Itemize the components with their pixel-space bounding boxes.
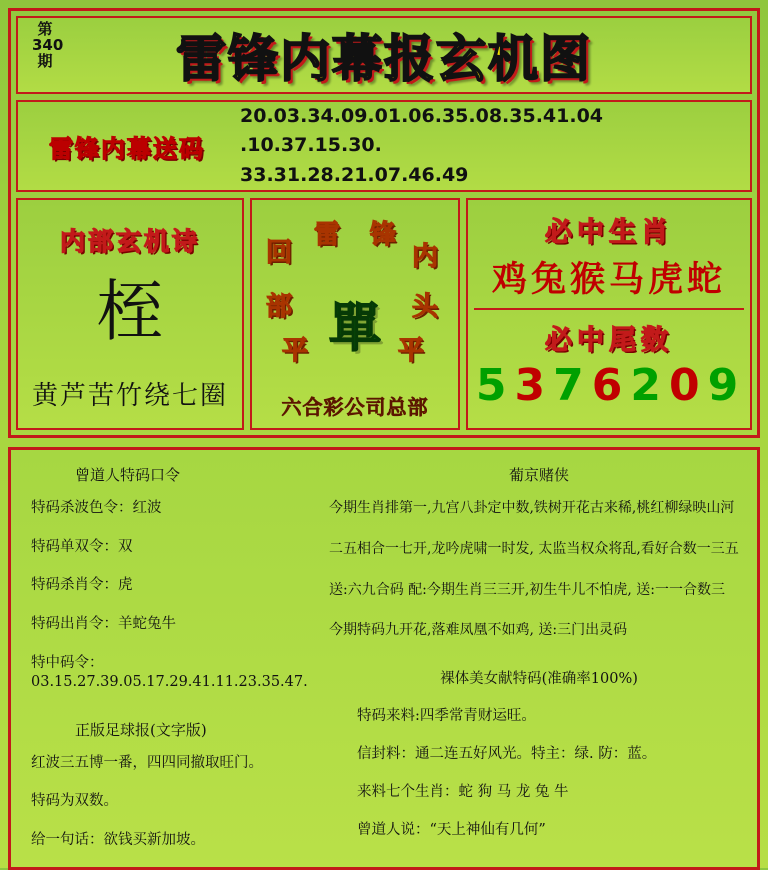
ring-char-7: 平 <box>398 336 425 367</box>
right-line-1: 二五相合一七开,龙吟虎啸一时发, 太监当权众将乱,看好合数一三五 <box>329 540 739 557</box>
panel-center-footer: 六合彩公司总部 <box>281 395 429 420</box>
panel-left-arc-text: 内部玄机诗 <box>59 227 200 257</box>
ring-char-3: 内 <box>412 242 439 273</box>
right-line2-0: 特码来料:四季常青财运旺。 <box>357 707 536 724</box>
right-line2-3: 曾道人说：“天上神仙有几何” <box>357 821 546 838</box>
middle-panels <box>16 198 752 430</box>
bottom-left-column <box>19 460 319 857</box>
numbers-row-values <box>236 102 750 190</box>
right-line2-1: 信封料：通二连五好风光。特主：绿. 防：蓝。 <box>357 745 657 762</box>
right-line-0: 今期生肖排第一,九宫八卦定中数,铁树开花古来稀,桃红柳绿映山河 <box>329 500 735 517</box>
ring-char-1: 雷 <box>314 220 341 251</box>
left-sub-heading: 正版足球报(文字版) <box>75 720 207 739</box>
right-heading-2: 裸体美女献特码(准确率100%) <box>440 670 638 687</box>
numbers-line-1: 20.03.34.09.01.06.35.08.35.41.04 .10.37.15.30. <box>240 105 604 157</box>
tail-digit-6: 9 <box>707 360 743 412</box>
left-line-0: 特码杀波色令：红波 <box>31 500 162 517</box>
left-heading: 曾道人特码口令 <box>75 466 181 485</box>
right-line-2: 送:六九合码 配:今期生肖三三开,初生牛儿不怕虎, 送:一一合数三 <box>329 581 725 598</box>
panel-left-phrase: 黄芦苦竹绕七圈 <box>31 381 228 412</box>
panel-inner-riddle <box>16 198 244 430</box>
title-bar <box>16 16 752 94</box>
tail-digit-1: 3 <box>514 360 550 412</box>
panel-left-big-char: 桎 <box>97 273 163 351</box>
tail-digit-4: 2 <box>630 360 665 412</box>
tails-title: 必中尾数 <box>545 325 673 357</box>
numbers-row-label: 雷锋内幕送码 <box>49 134 205 163</box>
ring-char-6: 平 <box>282 336 309 367</box>
ring-char-4: 部 <box>266 292 293 323</box>
left-line-1: 特码单双令：双 <box>31 538 133 555</box>
tail-digit-3: 6 <box>591 360 627 412</box>
right-line2-2: 来料七个生肖：蛇 狗 马 龙 兔 牛 <box>357 783 569 800</box>
bottom-right-column <box>319 460 749 857</box>
tail-digit-0: 5 <box>475 360 511 412</box>
numbers-line-2: 33.31.28.21.07.46.49 <box>240 163 469 186</box>
left-line-2: 特码杀肖令：虎 <box>31 577 133 594</box>
ring-char-2: 锋 <box>370 220 397 251</box>
left-sub-line-1: 特码为双数。 <box>31 793 118 810</box>
page-title: 雷锋内幕报玄机图 <box>176 30 592 88</box>
top-block <box>8 8 760 438</box>
panel-company-seal <box>250 198 460 430</box>
right-heading: 葡京赌侠 <box>508 466 569 485</box>
right-line-3: 今期特码九开花,落难凤凰不如鸡, 送:三门出灵码 <box>329 622 628 639</box>
panel-divider <box>474 308 744 310</box>
left-sub-line-2: 给一句话：欲钱买新加坡。 <box>31 831 205 848</box>
tails-digits <box>468 360 750 411</box>
panel-center-big-char: 單 <box>328 299 381 360</box>
zodiac-title: 必中生肖 <box>545 217 673 249</box>
tail-digit-5: 0 <box>668 360 704 412</box>
numbers-row <box>16 100 752 192</box>
panel-zodiac-tails <box>466 198 752 430</box>
ring-char-0: 回 <box>266 238 293 269</box>
tail-digit-2: 7 <box>553 360 588 412</box>
left-line-4: 特中码令： 03.15.27.39.05.17.29.41.11.23.35.47. <box>31 654 308 691</box>
left-line-3: 特码出肖令：羊蛇兔牛 <box>31 616 176 632</box>
ring-char-5: 头 <box>412 292 439 323</box>
left-sub-line-0: 红波三五博一番，四四同撤取旺门。 <box>31 754 263 771</box>
zodiac-list: 鸡兔猴马虎蛇 <box>491 259 726 301</box>
bottom-text-block <box>8 447 760 870</box>
issue-label: 第340期 <box>32 20 64 70</box>
